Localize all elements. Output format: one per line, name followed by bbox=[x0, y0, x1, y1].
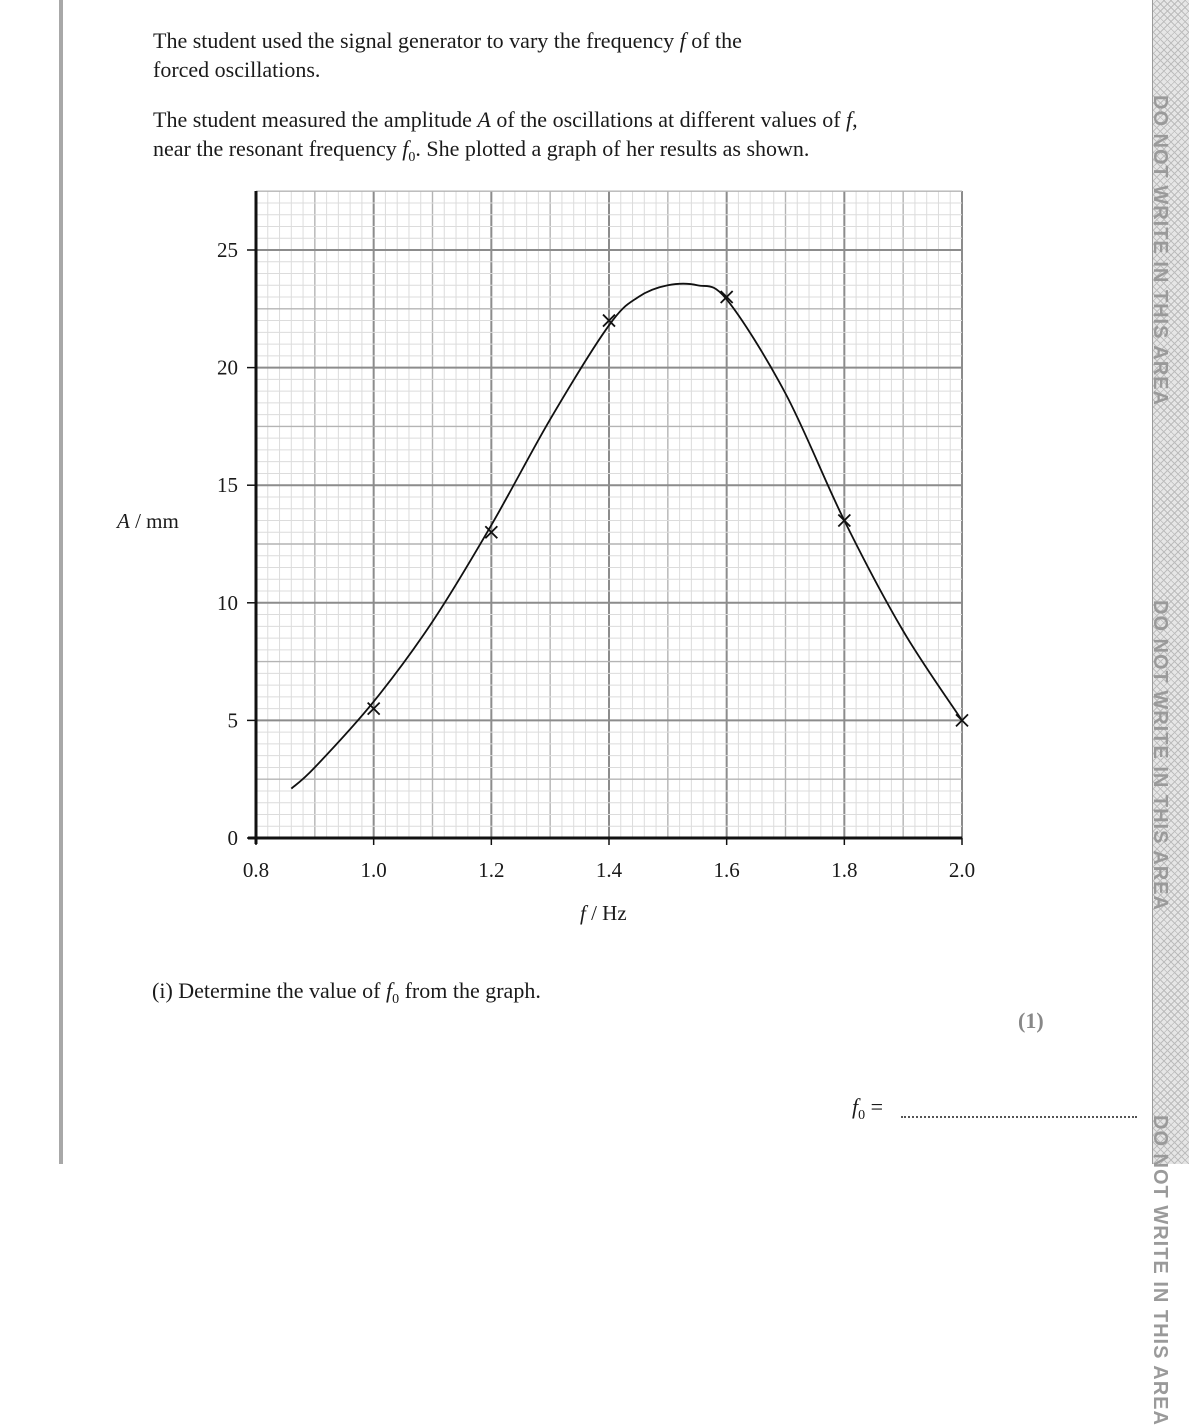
question-i bbox=[152, 978, 541, 1008]
answer-field[interactable] bbox=[901, 1116, 1137, 1118]
axis-ticks bbox=[217, 238, 975, 882]
y-tick-label: 0 bbox=[227, 826, 238, 850]
answer-label bbox=[852, 1094, 883, 1124]
margin-notice: DO NOT WRITE IN THIS AREA bbox=[1149, 1115, 1171, 1426]
margin-notice: DO NOT WRITE IN THIS AREA bbox=[1149, 95, 1171, 406]
marks-indicator: (1) bbox=[1018, 1008, 1044, 1033]
method-text-line2: near the resonant frequency bbox=[153, 136, 397, 161]
subscript-0: 0 bbox=[392, 992, 400, 1007]
var-a: A bbox=[477, 107, 491, 132]
x-axis-var: f bbox=[580, 901, 586, 925]
var-f: f bbox=[679, 28, 686, 53]
y-axis-unit: / mm bbox=[129, 509, 179, 533]
equals-sign: = bbox=[870, 1094, 884, 1119]
question-text-end: from the graph. bbox=[404, 978, 541, 1003]
subscript-0: 0 bbox=[408, 150, 416, 165]
subscript-0: 0 bbox=[858, 1108, 866, 1123]
intro-text: The student used the signal generator to vary the frequency bbox=[153, 28, 675, 53]
method-text: The student measured the amplitude bbox=[153, 107, 472, 132]
x-tick-label: 1.0 bbox=[360, 858, 387, 882]
comma: , bbox=[852, 107, 858, 132]
y-tick-label: 15 bbox=[217, 473, 238, 498]
y-tick-label: 10 bbox=[217, 590, 238, 615]
var-f: f bbox=[846, 107, 853, 132]
question-number: (i) bbox=[152, 978, 173, 1003]
x-axis-unit: / Hz bbox=[585, 901, 627, 925]
graph-paper-grid bbox=[256, 191, 962, 838]
y-tick-label: 25 bbox=[217, 238, 238, 262]
intro-text-end: of the bbox=[691, 28, 742, 53]
y-tick-label: 5 bbox=[227, 708, 238, 733]
x-tick-label: 1.6 bbox=[713, 858, 740, 882]
curve-layer bbox=[291, 284, 962, 789]
x-tick-label: 1.8 bbox=[831, 858, 858, 882]
do-not-write-margin bbox=[1149, 0, 1189, 1426]
var-f: f bbox=[852, 1094, 859, 1119]
intro-text-line2: forced oscillations. bbox=[153, 57, 321, 82]
x-tick-label: 2.0 bbox=[948, 858, 976, 882]
method-text-b: of the oscillations at different values of bbox=[496, 107, 841, 132]
x-tick-label: 1.4 bbox=[595, 858, 623, 882]
y-tick-label: 20 bbox=[217, 355, 238, 380]
margin-notice: DO NOT WRITE IN THIS AREA bbox=[1149, 600, 1171, 911]
question-text: Determine the value of bbox=[178, 978, 381, 1003]
x-tick-label: 0.8 bbox=[242, 858, 270, 882]
x-axis-label bbox=[580, 901, 627, 925]
var-f: f bbox=[385, 978, 393, 1003]
method-text-line2-end: . She plotted a graph of her results as shown. bbox=[415, 136, 810, 161]
y-axis-var: A bbox=[117, 509, 130, 533]
x-tick-label: 1.2 bbox=[478, 858, 505, 882]
var-f0: f bbox=[402, 136, 409, 161]
chart-axes bbox=[248, 191, 962, 844]
y-axis-label bbox=[115, 509, 179, 533]
best-fit-curve bbox=[291, 284, 962, 789]
